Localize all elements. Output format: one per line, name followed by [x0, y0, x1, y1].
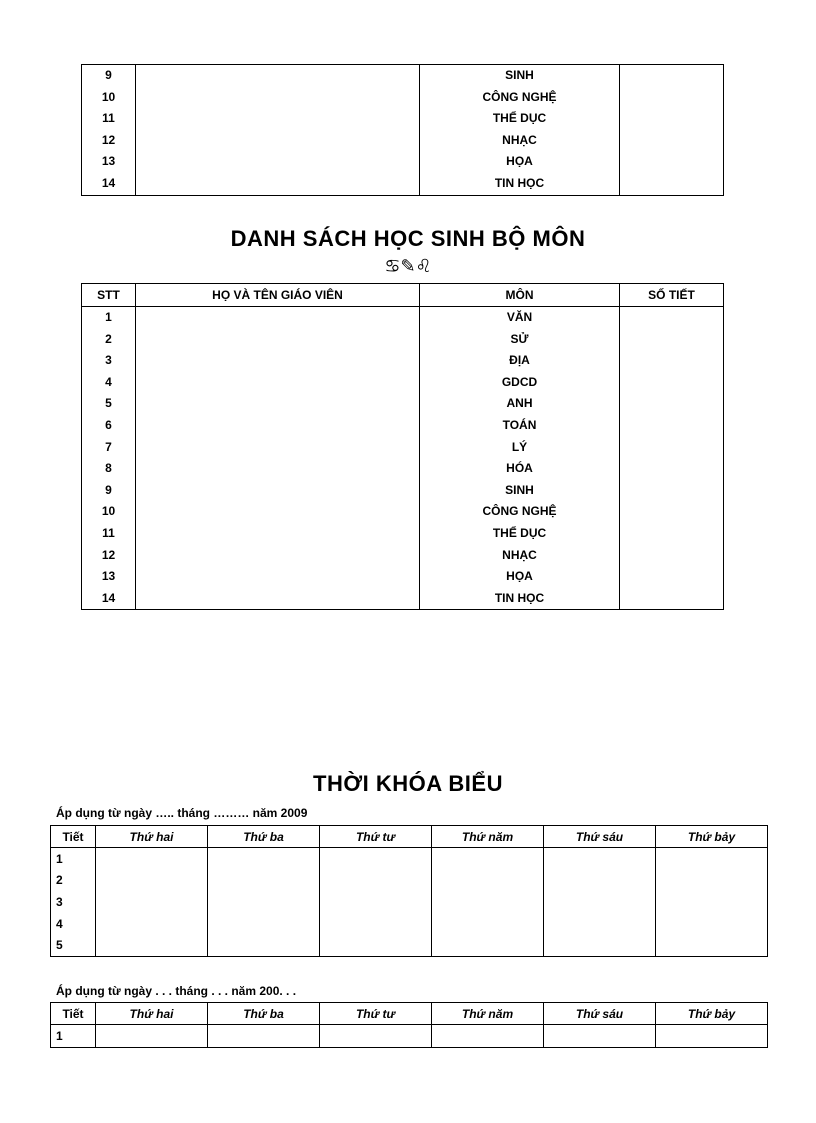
schedule-cell — [96, 891, 208, 913]
table-row — [82, 307, 724, 329]
period-cell: 2 — [51, 870, 96, 892]
teacher-name-cell — [136, 523, 420, 545]
teacher-name-cell — [136, 173, 420, 195]
periods-count-cell — [620, 545, 724, 567]
periods-count-cell — [620, 87, 724, 109]
subject-cell: TOÁN — [420, 415, 620, 437]
schedule-cell — [96, 1025, 208, 1048]
header-day: Thứ ba — [208, 826, 320, 848]
stt-cell: 9 — [82, 480, 136, 502]
table-row — [82, 501, 724, 523]
table-row — [82, 437, 724, 459]
table-row — [82, 480, 724, 502]
header-day: Thứ sáu — [544, 826, 656, 848]
teacher-name-cell — [136, 480, 420, 502]
periods-count-cell — [620, 130, 724, 152]
period-cell: 5 — [51, 934, 96, 956]
table-row — [82, 372, 724, 394]
table-row — [82, 108, 724, 130]
period-cell: 3 — [51, 891, 96, 913]
table-row — [82, 523, 724, 545]
teacher-name-cell — [136, 372, 420, 394]
period-cell: 1 — [51, 848, 96, 870]
subject-cell: HÓA — [420, 458, 620, 480]
schedule-cell — [320, 891, 432, 913]
list-title: DANH SÁCH HỌC SINH BỘ MÔN — [230, 226, 586, 251]
schedule-cell — [544, 1025, 656, 1048]
schedule-cell — [320, 913, 432, 935]
teacher-name-cell — [136, 108, 420, 130]
schedule-cell — [544, 870, 656, 892]
stt-cell: 13 — [82, 151, 136, 173]
teacher-name-cell — [136, 501, 420, 523]
schedule-cell — [656, 891, 768, 913]
header-day: Thứ sáu — [544, 1003, 656, 1025]
subject-cell: TIN HỌC — [420, 173, 620, 195]
subject-cell: NHẠC — [420, 545, 620, 567]
schedule-cell — [544, 848, 656, 870]
schedule-cell — [96, 913, 208, 935]
header-name: HỌ VÀ TÊN GIÁO VIÊN — [136, 284, 420, 307]
teacher-name-cell — [136, 588, 420, 610]
schedule-cell — [544, 913, 656, 935]
subject-cell: TIN HỌC — [420, 588, 620, 610]
table-row — [82, 329, 724, 351]
stt-cell: 1 — [82, 307, 136, 329]
table-row — [82, 130, 724, 152]
teacher-name-cell — [136, 87, 420, 109]
periods-count-cell — [620, 350, 724, 372]
stt-cell: 7 — [82, 437, 136, 459]
header-day: Thứ bảy — [656, 826, 768, 848]
teacher-name-cell — [136, 350, 420, 372]
timetable-row — [51, 934, 768, 956]
subject-cell: THỂ DỤC — [420, 523, 620, 545]
schedule-cell — [320, 1025, 432, 1048]
applies-date-1: Áp dụng từ ngày ….. tháng ……… năm 2009 — [56, 806, 308, 820]
periods-count-cell — [620, 437, 724, 459]
stt-cell: 6 — [82, 415, 136, 437]
header-day: Thứ tư — [320, 826, 432, 848]
stt-cell: 13 — [82, 566, 136, 588]
periods-count-cell — [620, 151, 724, 173]
schedule-cell — [544, 891, 656, 913]
timetable-row — [51, 913, 768, 935]
schedule-cell — [208, 1025, 320, 1048]
teacher-name-cell — [136, 545, 420, 567]
timetable-2 — [50, 1002, 768, 1048]
subject-cell: THỂ DỤC — [420, 108, 620, 130]
schedule-cell — [656, 934, 768, 956]
header-day: Thứ hai — [96, 826, 208, 848]
teacher-name-cell — [136, 458, 420, 480]
schedule-cell — [656, 1025, 768, 1048]
teacher-name-cell — [136, 65, 420, 87]
periods-count-cell — [620, 480, 724, 502]
periods-count-cell — [620, 65, 724, 87]
periods-count-cell — [620, 415, 724, 437]
subject-cell: SỬ — [420, 329, 620, 351]
stt-cell: 9 — [82, 65, 136, 87]
table-row — [82, 350, 724, 372]
schedule-cell — [432, 1025, 544, 1048]
teacher-name-cell — [136, 130, 420, 152]
schedule-cell — [208, 934, 320, 956]
teacher-name-cell — [136, 329, 420, 351]
ornament-icon: ♋✎♌ — [384, 256, 432, 277]
schedule-cell — [656, 848, 768, 870]
subject-cell: HỌA — [420, 566, 620, 588]
schedule-cell — [96, 848, 208, 870]
teacher-name-cell — [136, 393, 420, 415]
schedule-cell — [432, 848, 544, 870]
teacher-name-cell — [136, 151, 420, 173]
stt-cell: 12 — [82, 130, 136, 152]
periods-count-cell — [620, 372, 724, 394]
header-day: Thứ bảy — [656, 1003, 768, 1025]
stt-cell: 11 — [82, 523, 136, 545]
header-day: Thứ năm — [432, 1003, 544, 1025]
teacher-name-cell — [136, 415, 420, 437]
table-row — [82, 393, 724, 415]
periods-count-cell — [620, 393, 724, 415]
stt-cell: 3 — [82, 350, 136, 372]
timetable-row — [51, 891, 768, 913]
timetable-title: THỜI KHÓA BIỂU — [313, 771, 503, 796]
schedule-cell — [320, 870, 432, 892]
timetable-row — [51, 1025, 768, 1048]
stt-cell: 12 — [82, 545, 136, 567]
subject-list-table — [81, 283, 724, 610]
period-cell: 1 — [51, 1025, 96, 1048]
teacher-name-cell — [136, 566, 420, 588]
schedule-cell — [320, 848, 432, 870]
subject-cell: ANH — [420, 393, 620, 415]
header-day: Thứ tư — [320, 1003, 432, 1025]
subject-cell: LÝ — [420, 437, 620, 459]
subject-cell: VĂN — [420, 307, 620, 329]
periods-count-cell — [620, 173, 724, 195]
table-row — [82, 65, 724, 87]
subject-cell: SINH — [420, 480, 620, 502]
periods-count-cell — [620, 501, 724, 523]
periods-count-cell — [620, 108, 724, 130]
header-tiet: Tiết — [51, 826, 96, 848]
periods-count-cell — [620, 458, 724, 480]
periods-count-cell — [620, 588, 724, 610]
subject-cell: CÔNG NGHỆ — [420, 501, 620, 523]
table-row — [82, 458, 724, 480]
schedule-cell — [432, 913, 544, 935]
table-row — [82, 151, 724, 173]
table-row — [82, 87, 724, 109]
timetable-row — [51, 848, 768, 870]
stt-cell: 4 — [82, 372, 136, 394]
table-row — [82, 415, 724, 437]
schedule-cell — [208, 870, 320, 892]
teacher-name-cell — [136, 437, 420, 459]
stt-cell: 14 — [82, 588, 136, 610]
header-day: Thứ hai — [96, 1003, 208, 1025]
schedule-cell — [208, 891, 320, 913]
schedule-cell — [432, 891, 544, 913]
schedule-cell — [208, 913, 320, 935]
applies-date-2: Áp dụng từ ngày . . . tháng . . . năm 200. . . — [56, 984, 297, 998]
period-cell: 4 — [51, 913, 96, 935]
header-mon: MÔN — [420, 284, 620, 307]
stt-cell: 8 — [82, 458, 136, 480]
stt-cell: 14 — [82, 173, 136, 195]
schedule-cell — [656, 913, 768, 935]
stt-cell: 5 — [82, 393, 136, 415]
stt-cell: 2 — [82, 329, 136, 351]
header-day: Thứ năm — [432, 826, 544, 848]
periods-count-cell — [620, 566, 724, 588]
header-day: Thứ ba — [208, 1003, 320, 1025]
periods-count-cell — [620, 307, 724, 329]
schedule-cell — [96, 934, 208, 956]
table-row — [82, 566, 724, 588]
subject-cell: ĐỊA — [420, 350, 620, 372]
top-subject-table — [81, 64, 724, 196]
schedule-cell — [432, 870, 544, 892]
subject-cell: GDCD — [420, 372, 620, 394]
subject-cell: CÔNG NGHỆ — [420, 87, 620, 109]
header-so-tiet: SỐ TIẾT — [620, 284, 724, 307]
schedule-cell — [96, 870, 208, 892]
subject-cell: SINH — [420, 65, 620, 87]
schedule-cell — [208, 848, 320, 870]
stt-cell: 10 — [82, 501, 136, 523]
table-row — [82, 545, 724, 567]
timetable-1 — [50, 825, 768, 957]
schedule-cell — [544, 934, 656, 956]
subject-cell: NHẠC — [420, 130, 620, 152]
schedule-cell — [320, 934, 432, 956]
periods-count-cell — [620, 523, 724, 545]
table-row — [82, 588, 724, 610]
periods-count-cell — [620, 329, 724, 351]
header-stt: STT — [82, 284, 136, 307]
schedule-cell — [656, 870, 768, 892]
header-tiet: Tiết — [51, 1003, 96, 1025]
subject-cell: HỌA — [420, 151, 620, 173]
stt-cell: 10 — [82, 87, 136, 109]
teacher-name-cell — [136, 307, 420, 329]
timetable-row — [51, 870, 768, 892]
table-row — [82, 173, 724, 195]
stt-cell: 11 — [82, 108, 136, 130]
schedule-cell — [432, 934, 544, 956]
